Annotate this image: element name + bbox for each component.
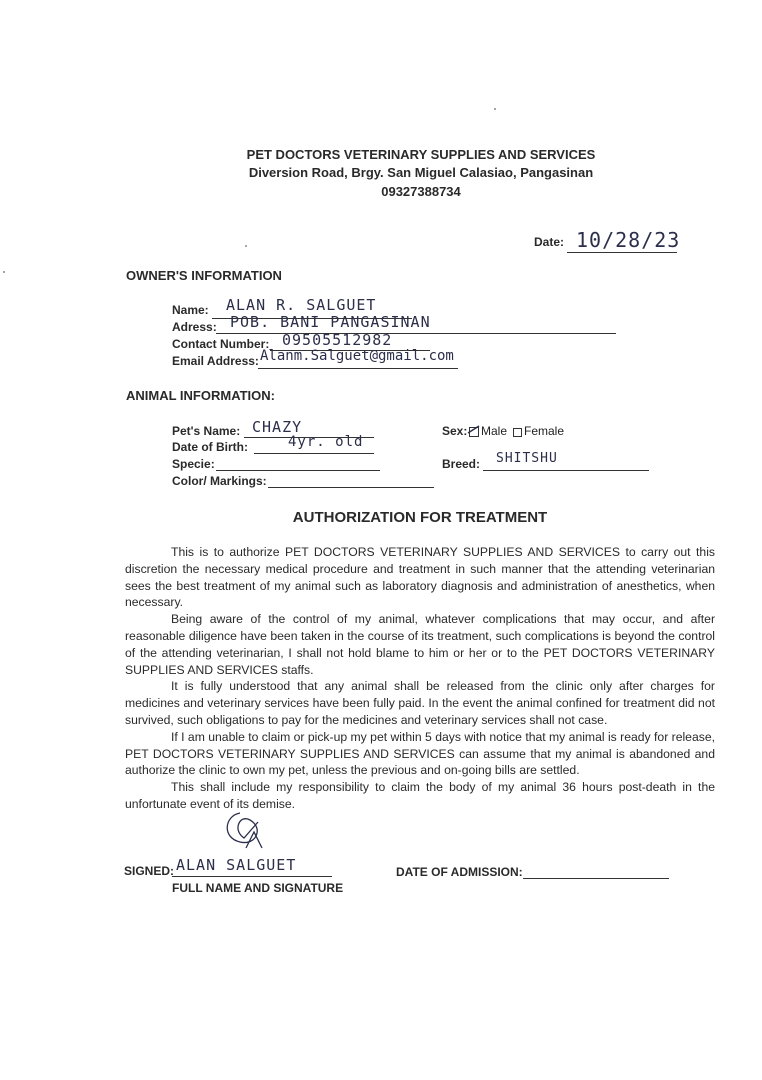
sex-female-label: Female: [524, 424, 565, 438]
authorization-paragraph: If I am unable to claim or pick-up my pet within 5 days with notice that my animal is ready for release, PET DOCTORS VETERINARY SUPPLIES AND SERVICES can assume that my animal is abandoned and authorize the clinic to own my pet, unless the previous and on-going bills are settled.: [125, 729, 715, 778]
authorization-paragraph: It is fully understood that any animal shall be released from the clinic only after charges for medicines and veterinary services have been fully paid. In the event the animal confined for treatment did not survived, such obligations to pay for the medicines and veterinary services shall not case.: [125, 679, 715, 727]
owner-contact-value[interactable]: 09505512982: [282, 331, 393, 349]
authorization-title: AUTHORIZATION FOR TREATMENT: [292, 509, 548, 526]
owner-name-label: Name:: [172, 303, 209, 317]
authorization-body: [125, 544, 715, 813]
owner-section-title: OWNER'S INFORMATION: [126, 268, 282, 283]
signed-value[interactable]: ALAN SALGUET: [176, 856, 297, 874]
animal-section-title: ANIMAL INFORMATION:: [126, 388, 275, 403]
owner-email-value[interactable]: Alanm.Salguet@gmail.com: [260, 348, 454, 364]
pet-name-value[interactable]: CHAZY: [252, 418, 303, 436]
owner-address-label: Adress:: [172, 320, 217, 334]
date-line: [567, 252, 677, 253]
pet-name-label: Pet's Name:: [172, 424, 241, 438]
color-markings-label: Color/ Markings:: [172, 474, 267, 488]
owner-name-value[interactable]: ALAN R. SALGUET: [226, 296, 377, 314]
dob-label: Date of Birth:: [172, 440, 248, 454]
admission-date-line[interactable]: [523, 878, 669, 879]
sex-label: Sex:: [442, 424, 468, 438]
clinic-name: PET DOCTORS VETERINARY SUPPLIES AND SERVICES: [246, 147, 596, 162]
date-label: Date:: [534, 235, 565, 249]
breed-line: [483, 470, 649, 471]
clinic-address: Diversion Road, Brgy. San Miguel Calasiao, Pangasinan: [248, 165, 594, 180]
specie-label: Specie:: [172, 457, 215, 471]
owner-email-line: [258, 368, 458, 369]
specie-line[interactable]: [216, 470, 380, 471]
breed-value[interactable]: SHITSHU: [496, 451, 558, 466]
owner-email-label: Email Address:: [172, 354, 259, 368]
owner-contact-label: Contact Number:: [172, 337, 270, 351]
sex-female-checkbox[interactable]: [513, 428, 522, 437]
admission-date-label: DATE OF ADMISSION:: [396, 865, 523, 879]
dob-line: [254, 453, 374, 454]
date-value[interactable]: 10/28/23: [576, 228, 681, 252]
signature-caption: FULL NAME AND SIGNATURE: [172, 881, 344, 895]
scan-speck: [245, 245, 247, 247]
signature-line: [172, 876, 332, 877]
authorization-paragraph: This is to authorize PET DOCTORS VETERINARY SUPPLIES AND SERVICES to carry out this discretion the necessary medical procedure and treatment in such manner that the attending veterinarian sees the best treatment of my animal such as laboratory diagnosis and administration of anesthetics, when necessary.: [125, 545, 715, 610]
check-mark-icon: [467, 424, 481, 436]
owner-address-line: [216, 333, 616, 334]
owner-address-value[interactable]: POB. BANI PANGASINAN: [230, 313, 431, 331]
sex-male-label: Male: [481, 424, 508, 438]
dob-value[interactable]: 4yr. old: [288, 434, 364, 450]
scan-speck: [494, 108, 496, 110]
signed-label: SIGNED:: [124, 864, 175, 878]
clinic-phone: 09327388734: [381, 184, 461, 199]
scan-speck: [3, 271, 5, 273]
breed-label: Breed:: [442, 457, 481, 471]
signature-scribble-icon: [210, 808, 280, 858]
authorization-paragraph: This shall include my responsibility to claim the body of my animal 36 hours post-death in the unfortunate event of its demise.: [125, 780, 715, 811]
color-markings-line[interactable]: [268, 487, 434, 488]
authorization-paragraph: Being aware of the control of my animal, whatever complications that may occur, and after reasonable diligence have been taken in the course of its treatment, such complications is beyond the control of the attending veterinarian, I shall not hold blame to him or her or to the PET DOCTORS VETERINARY SUPPLIES AND SERVICES staffs.: [125, 612, 715, 677]
